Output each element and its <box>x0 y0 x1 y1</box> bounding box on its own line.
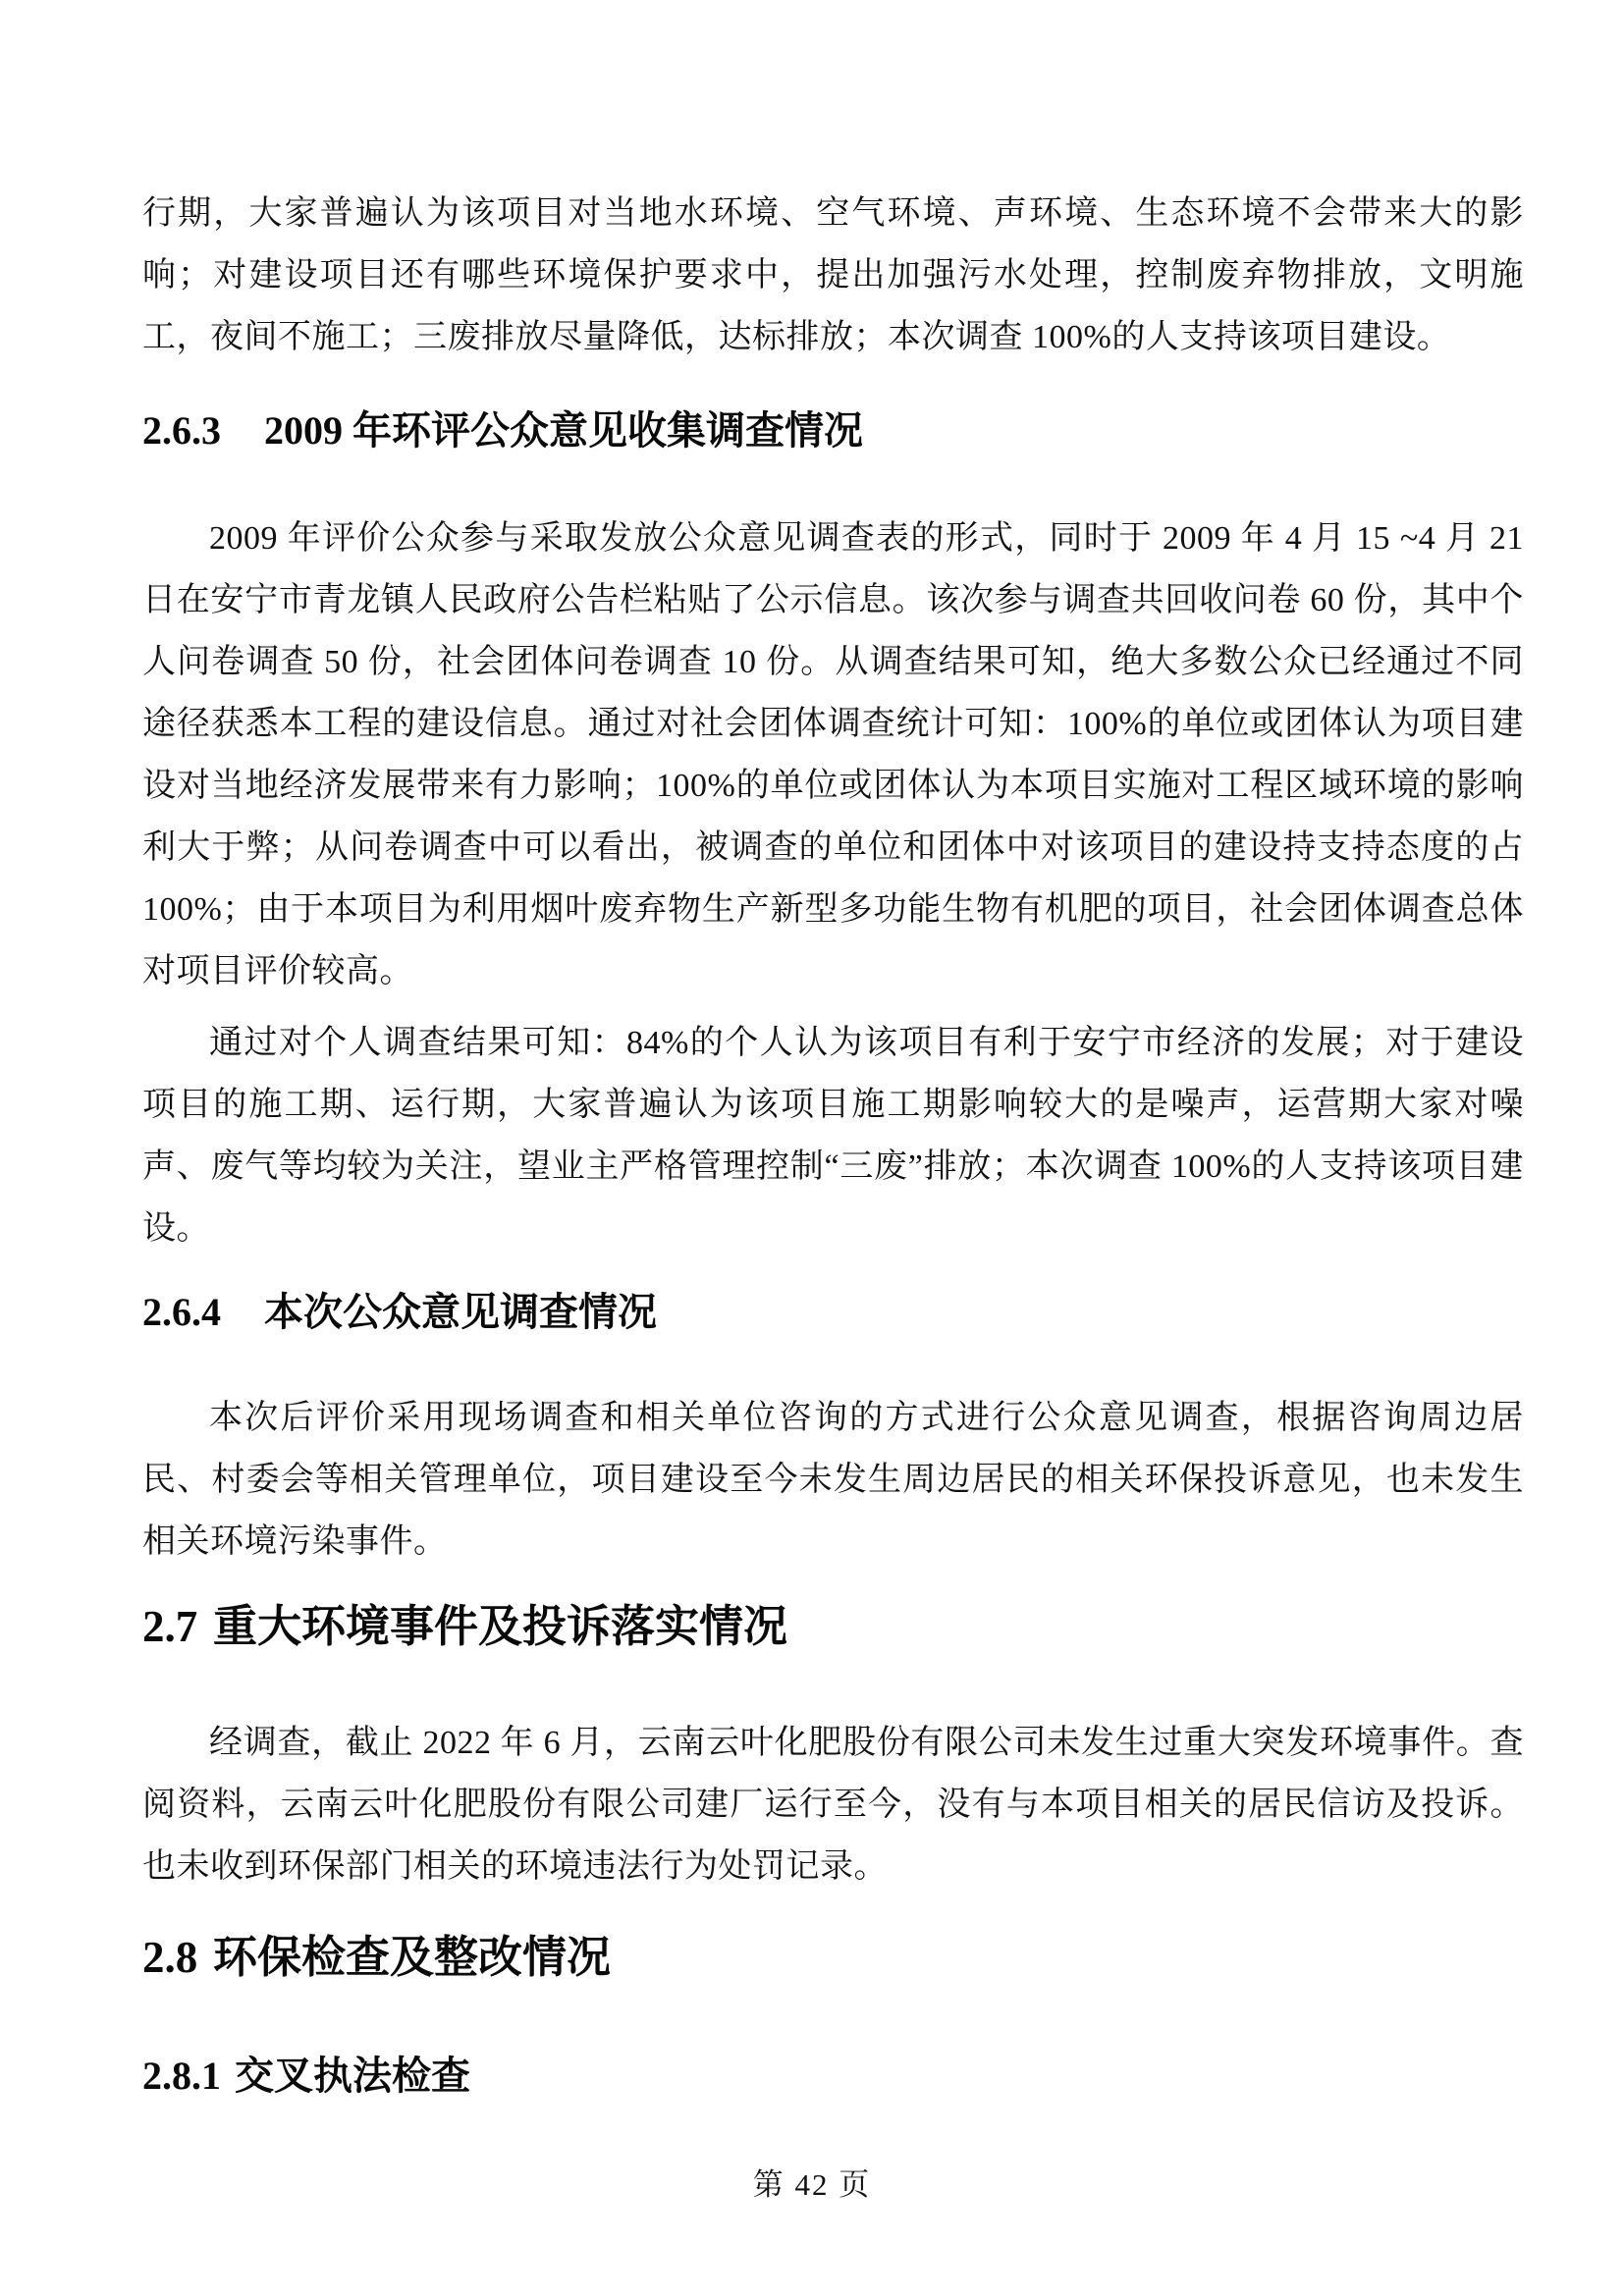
paragraph-current-survey: 本次后评价采用现场调查和相关单位咨询的方式进行公众意见调查，根据咨询周边居民、村委会等相关管理单位，项目建设至今未发生周边居民的相关环保投诉意见，也未发生相关环境污染事件。 <box>142 1400 1524 1560</box>
heading-2-6-3-number: 2.6.3 <box>142 408 221 453</box>
heading-2-6-3-title: 2009 年环评公众意见收集调查情况 <box>264 408 863 453</box>
heading-2-8-title: 环保检查及整改情况 <box>213 1933 612 1982</box>
page-number-text: 第 42 页 <box>752 2167 872 2202</box>
heading-2-7-title: 重大环境事件及投诉落实情况 <box>213 1602 788 1651</box>
heading-2-8-1 <box>142 2051 1524 2102</box>
paragraph-incidents: 经调查，截止 2022 年 6 月，云南云叶化肥股份有限公司未发生过重大突发环境事件。查阅资料，云南云叶化肥股份有限公司建厂运行至今，没有与本项目相关的居民信访及投诉。也未收到环保部门相关的环境违法行为处罚记录。 <box>142 1725 1524 1885</box>
paragraph-2009-survey: 2009 年评价公众参与采取发放公众意见调查表的形式，同时于 2009 年 4 月 15 ~4 月 21 日在安宁市青龙镇人民政府公告栏粘贴了公示信息。该次参与调查共回收问卷 60 份，其中个人问卷调查 50 份，社会团体问卷调查 10 份。从调查结果可知，绝大多数公众已经通过不同途径获悉本工程的建设信息。通过对社会团体调查统计可知：100%的单位或团体认为项目建设对当地经济发展带来有力影响；100%的单位或团体认为本项目实施对工程区域环境的影响利大于弊；从问卷调查中可以看出，被调查的单位和团体中对该项目的建设持支持态度的占 100%；由于本项目为利用烟叶废弃物生产新型多功能生物有机肥的项目，社会团体调查总体对项目评价较高。 <box>142 520 1524 989</box>
heading-2-7-number: 2.7 <box>142 1602 198 1651</box>
heading-2-8-number: 2.8 <box>142 1933 198 1982</box>
heading-2-6-4-number: 2.6.4 <box>142 1290 221 1334</box>
heading-2-8-1-number: 2.8.1 <box>142 2054 221 2098</box>
paragraph-runover: 行期，大家普遍认为该项目对当地水环境、空气环境、声环境、生态环境不会带来大的影响；对建设项目还有哪些环境保护要求中，提出加强污水处理，控制废弃物排放，文明施工，夜间不施工；三废排放尽量降低，达标排放；本次调查 100%的人支持该项目建设。 <box>142 195 1524 355</box>
paragraph-individual-results: 通过对个人调查结果可知：84%的个人认为该项目有利于安宁市经济的发展；对于建设项目的施工期、运行期，大家普遍认为该项目施工期影响较大的是噪声，运营期大家对噪声、废气等均较为关注，望业主严格管理控制“三废”排放；本次调查 100%的人支持该项目建设。 <box>142 1025 1524 1247</box>
heading-2-7 <box>142 1598 1524 1655</box>
heading-2-8 <box>142 1929 1524 1986</box>
heading-2-6-4-title: 本次公众意见调查情况 <box>264 1290 657 1334</box>
heading-2-8-1-title: 交叉执法检查 <box>235 2054 470 2098</box>
heading-2-6-4 <box>142 1287 1524 1338</box>
page-footer <box>0 2160 1624 2204</box>
heading-2-6-3 <box>142 405 1524 456</box>
